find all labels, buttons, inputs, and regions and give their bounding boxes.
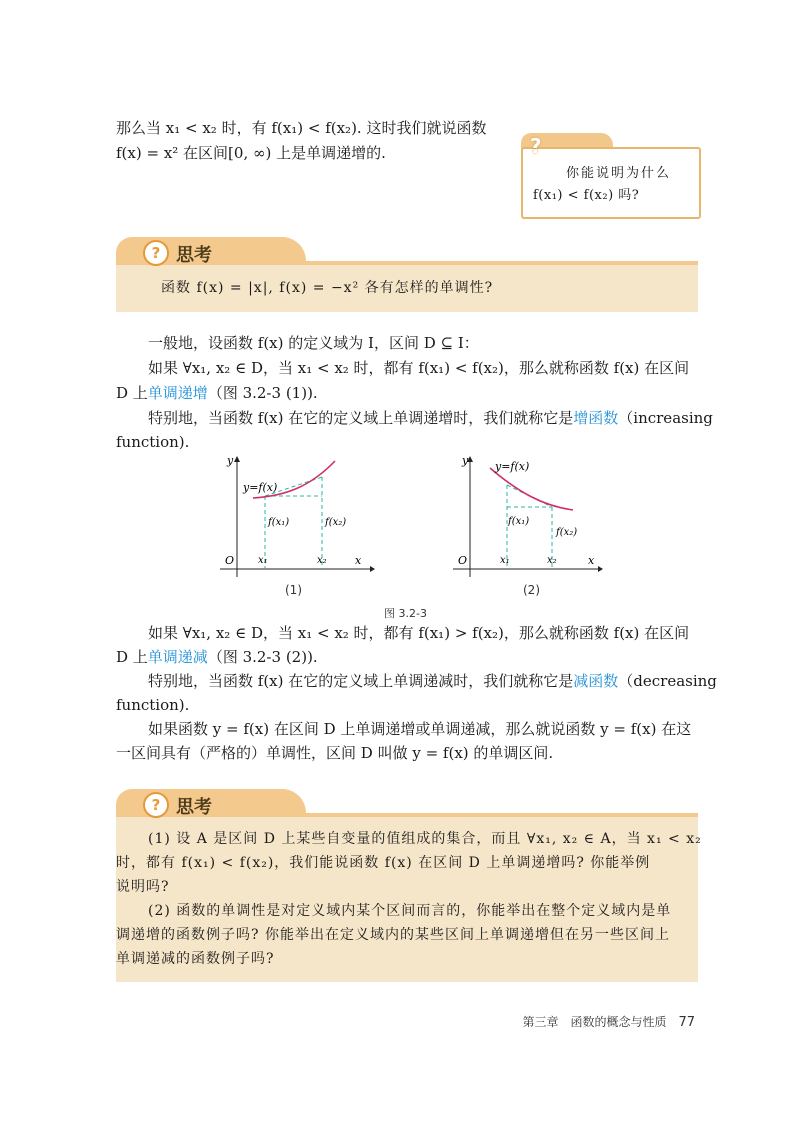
y-axis-label-right: y	[462, 454, 469, 467]
x1-label-left: x₁	[258, 555, 268, 566]
curve-label-right: y=f(x)	[495, 460, 530, 473]
chapter-title: 第三章 函数的概念与性质	[522, 1015, 667, 1029]
x2-label-right: x₂	[547, 555, 557, 566]
think-title-1: 思考	[176, 245, 212, 266]
curve-label-left: y=f(x)	[243, 481, 278, 494]
page-number: 77	[678, 1015, 695, 1030]
y-axis-arrow-icon	[234, 456, 240, 462]
y-axis-label-left: y	[227, 454, 234, 467]
fx2-label-right: f(x₂)	[556, 527, 578, 538]
page-footer	[522, 1013, 695, 1030]
decreasing-curve	[490, 468, 573, 510]
body1-p2-line2: D 上单调递增（图 3.2-3 (1)).	[116, 384, 318, 402]
x-axis-arrow-icon	[370, 566, 375, 572]
think2-q2-line3: 单调递减的函数例子吗?	[116, 951, 275, 967]
origin-label-left: O	[225, 554, 235, 567]
intro-line-1: 那么当 x₁ < x₂ 时，有 f(x₁) < f(x₂). 这时我们就说函数	[116, 119, 487, 137]
x1-label-right: x₁	[500, 555, 510, 566]
term-increasing-function: 增函数	[573, 409, 619, 427]
fx1-label-right: f(x₁)	[508, 516, 530, 527]
side-note-box	[521, 147, 701, 219]
origin-label-right: O	[458, 554, 468, 567]
body1-p3-line2: function).	[116, 433, 190, 451]
think2-q1-line1: (1) 设 A 是区间 D 上某些自变量的值组成的集合，而且 ∀x₁, x₂ ∈ A，当 x₁ < x₂	[148, 831, 702, 847]
body2-p1-line1: 如果 ∀x₁, x₂ ∈ D，当 x₁ < x₂ 时，都有 f(x₁) > f(x₂)，那么就称函数 f(x) 在区间	[148, 624, 690, 642]
side-note-line-1: 你能说明为什么	[566, 166, 672, 181]
x-axis-label-right: x	[588, 554, 595, 567]
body1-p2-line1: 如果 ∀x₁, x₂ ∈ D，当 x₁ < x₂ 时，都有 f(x₁) < f(x₂)，那么就称函数 f(x) 在区间	[148, 359, 690, 377]
x2-label-left: x₂	[317, 555, 327, 566]
think2-q1-line3: 说明吗?	[116, 879, 170, 895]
think2-q2-line2: 调递增的函数例子吗? 你能举出在定义域内的某些区间上单调递增但在另一些区间上	[116, 927, 670, 943]
x-axis-arrow-icon	[598, 566, 603, 572]
question-mark-icon: ?	[530, 134, 542, 158]
think-question-icon: ?	[143, 792, 169, 818]
intro-line-2: f(x) = x² 在区间[0, ∞) 上是单调递增的.	[116, 144, 386, 162]
fx2-label-left: f(x₂)	[325, 517, 347, 528]
figure-decreasing	[448, 452, 608, 577]
body2-p2-line2: function).	[116, 696, 190, 714]
figure-caption: 图 3.2-3	[384, 607, 427, 620]
term-decreasing-function: 减函数	[573, 672, 619, 690]
body1-p1: 一般地，设函数 f(x) 的定义域为 I，区间 D ⊆ I：	[148, 334, 479, 352]
figure-increasing	[215, 452, 375, 577]
term-increasing: 单调递增	[147, 384, 208, 402]
figure-caption-right: (2)	[523, 583, 540, 597]
figure-caption-left: (1)	[285, 583, 302, 597]
think-question-icon: ?	[143, 240, 169, 266]
body2-p2-line1: 特别地，当函数 f(x) 在它的定义域上单调递减时，我们就称它是减函数（decreasing	[148, 672, 717, 690]
think-title-2: 思考	[176, 797, 212, 818]
body2-p1-line2: D 上单调递减（图 3.2-3 (2)).	[116, 648, 318, 666]
think-text-1: 函数 f(x) = |x|, f(x) = −x² 各有怎样的单调性?	[161, 280, 494, 296]
think2-q1-line2: 时，都有 f(x₁) < f(x₂)，我们能说函数 f(x) 在区间 D 上单调递增吗? 你能举例	[116, 855, 651, 871]
body2-p3-line2: 一区间具有（严格的）单调性，区间 D 叫做 y = f(x) 的单调区间.	[116, 744, 554, 762]
term-decreasing: 单调递减	[147, 648, 208, 666]
side-note-line-2: f(x₁) < f(x₂) 吗?	[533, 188, 640, 203]
think2-q2-line1: (2) 函数的单调性是对定义域内某个区间而言的，你能举出在整个定义域内是单	[148, 903, 672, 919]
fx1-label-left: f(x₁)	[268, 517, 290, 528]
x-axis-label-left: x	[355, 554, 362, 567]
body2-p3-line1: 如果函数 y = f(x) 在区间 D 上单调递增或单调递减，那么就说函数 y = f(x) 在这	[148, 720, 692, 738]
body1-p3-line1: 特别地，当函数 f(x) 在它的定义域上单调递增时，我们就称它是增函数（increasing	[148, 409, 713, 427]
